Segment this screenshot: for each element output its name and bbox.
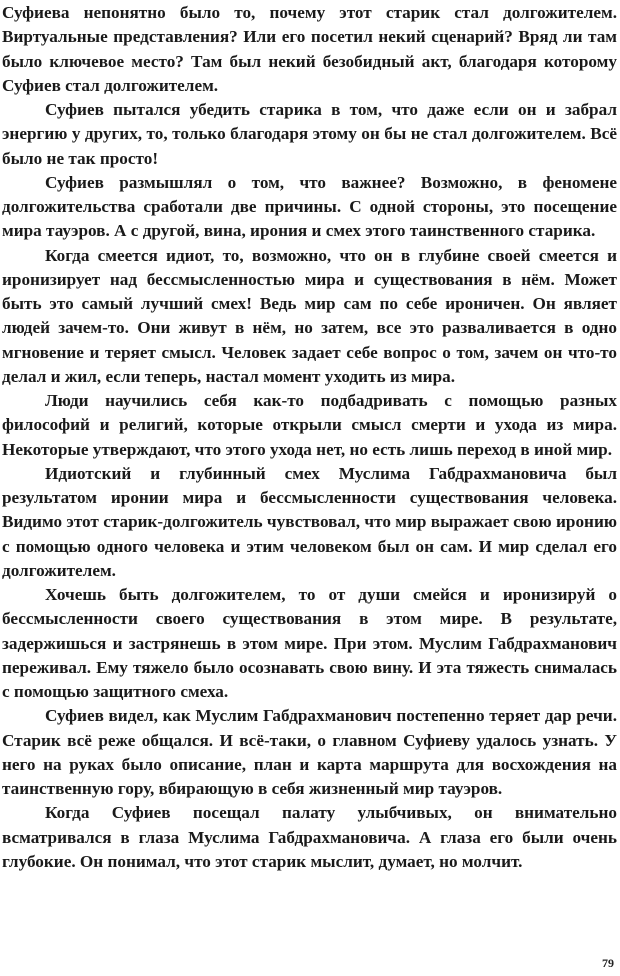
- page-number: 79: [602, 956, 614, 970]
- paragraph-8: Суфиев видел, как Муслим Габдрахманович постепенно теряет дар речи. Старик всё реже общался. И всё-таки, о главном Суфиеву удалось узнать. У него на руках было описание, план и карта маршрута для восхождения на таинственную гору, вбирающую в себя жизненный мир тауэров.: [2, 706, 617, 798]
- paragraph-9: Когда Суфиев посещал палату улыбчивых, он внимательно всматривался в глаза Муслима Габдрахмановича. А глаза его были очень глубокие. Он понимал, что этот старик мыслит, думает, но молчит.: [2, 803, 617, 871]
- paragraph-7: Хочешь быть долгожителем, то от души смейся и иронизируй о бессмысленности своего существования в этом мире. В результате, задержишься и застрянешь в этом мире. При этом. Муслим Габдрахманович переживал. Ему тяжело было осознавать свою вину. И эта тяжесть снималась с помощью защитного смеха.: [2, 585, 617, 701]
- paragraph-5: Люди научились себя как-то подбадривать с помощью разных философий и религий, которые открыли смысл смерти и ухода из мира. Некоторые утверждают, что этого ухода нет, но есть лишь переход в иной мир.: [2, 391, 617, 459]
- paragraph-2: Суфиев пытался убедить старика в том, что даже если он и забрал энергию у других, то, только благодаря этому он бы не стал долгожителем. Всё было не так просто!: [2, 100, 617, 168]
- body-text: [2, 1, 617, 874]
- paragraph-1: Суфиева непонятно было то, почему этот старик стал долгожителем. Виртуальные представления? Или его посетил некий сценарий? Вряд ли там было ключевое место? Там был некий безобидный акт, благодаря которому Суфиев стал долгожителем.: [2, 3, 617, 95]
- paragraph-6: Идиотский и глубинный смех Муслима Габдрахмановича был результатом иронии мира и бессмысленности существования человека. Видимо этот старик-долгожитель чувствовал, что мир выражает свою иронию с помощью одного человека и этим человеком был он сам. И мир сделал его долгожителем.: [2, 463, 617, 580]
- paragraph-4: Когда смеется идиот, то, возможно, что он в глубине своей смеется и иронизирует над бессмысленностью мира и существования в нём. Может быть это самый лучший смех! Ведь мир сам по себе ироничен. Он являет людей зачем-то. Они живут в нём, но затем, все это разваливается в одно мгновение и теряет смысл. Человек задает себе вопрос о том, зачем он что-то делал и жил, если теперь, настал момент уходить из мира.: [2, 245, 617, 386]
- paragraph-3: Суфиев размышлял о том, что важнее? Возможно, в феномене долгожительства сработали две причины. С одной стороны, это посещение мира тауэров. А с другой, вина, ирония и смех этого таинственного старика.: [2, 172, 617, 241]
